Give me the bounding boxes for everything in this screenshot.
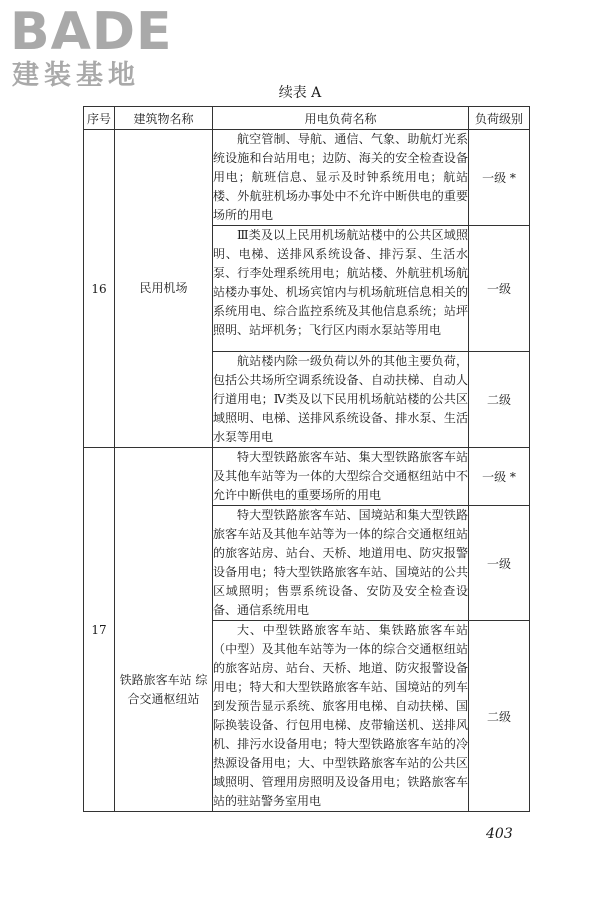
load-grade: 一级 * [469,130,530,226]
load-description: 特大型铁路旅客车站、国境站和集大型铁路旅客车站及其他车站等为一体的综合交通枢纽站的旅客站房、站台、天桥、地道用电、防灾报警设备用电；特大型铁路旅客车站、国境站的公共区域照明；售票系统设备、安防及安全检查设备、通信系统用电 [213,506,469,621]
load-grade: 二级 [469,621,530,812]
load-description: 特大型铁路旅客车站、集大型铁路旅客车站及其他车站等为一体的大型综合交通枢纽站中不允许中断供电的重要场所的用电 [213,448,469,506]
logo-subtitle: 建装基地 [12,60,140,91]
building-name: 铁路旅客车站 综合交通枢纽站 [115,448,213,812]
row-number: 16 [84,130,115,448]
table-row [84,130,530,226]
row-number: 17 [84,448,115,812]
building-name: 民用机场 [115,130,213,448]
table-header-row [84,107,530,130]
load-description: Ⅲ类及以上民用机场航站楼中的公共区域照明、电梯、送排风系统设备、排污泵、生活水泵、行李处理系统用电；航站楼、外航驻机场航站楼办事处、机场宾馆内与机场航班信息相关的系统用电、综合监控系统及其他信息系统；站坪照明、站坪机务；飞行区内雨水泵站等用电 [213,226,469,352]
page-number: 403 [486,826,513,842]
bade-logo [8,2,178,94]
load-grade: 一级 * [469,448,530,506]
header-number: 序号 [84,107,115,130]
table-row [84,448,530,506]
load-grade: 一级 [469,226,530,352]
load-description: 大、中型铁路旅客车站、集铁路旅客车站（中型）及其他车站等为一体的综合交通枢纽站的旅客站房、站台、天桥、地道、防灾报警设备用电；特大和大型铁路旅客车站、国境站的列车到发预告显示系统、旅客用电梯、自动扶梯、国际换装设备、行包用电梯、皮带输送机、送排风机、排污水设备用电；特大型铁路旅客车站的冷热源设备用电；大、中型铁路旅客车站的公共区域照明、管理用房照明及设备用电；铁路旅客车站的驻站警务室用电 [213,621,469,812]
load-grade-table [83,106,530,812]
header-load-grade: 负荷级别 [469,107,530,130]
logo-wordmark: BADE [10,2,173,62]
header-building-name: 建筑物名称 [115,107,213,130]
load-grade: 一级 [469,506,530,621]
load-description: 航站楼内除一级负荷以外的其他主要负荷，包括公共场所空调系统设备、自动扶梯、自动人行道用电；Ⅳ类及以下民用机场航站楼的公共区域照明、电梯、送排风系统设备、排水泵、生活水泵等用电 [213,352,469,448]
table-caption: 续表 A [278,85,322,101]
load-description: 航空管制、导航、通信、气象、助航灯光系统设施和台站用电；边防、海关的安全检查设备用电；航班信息、显示及时钟系统用电；航站楼、外航驻机场办事处中不允许中断供电的重要场所的用电 [213,130,469,226]
load-grade: 二级 [469,352,530,448]
header-load-name: 用电负荷名称 [213,107,469,130]
